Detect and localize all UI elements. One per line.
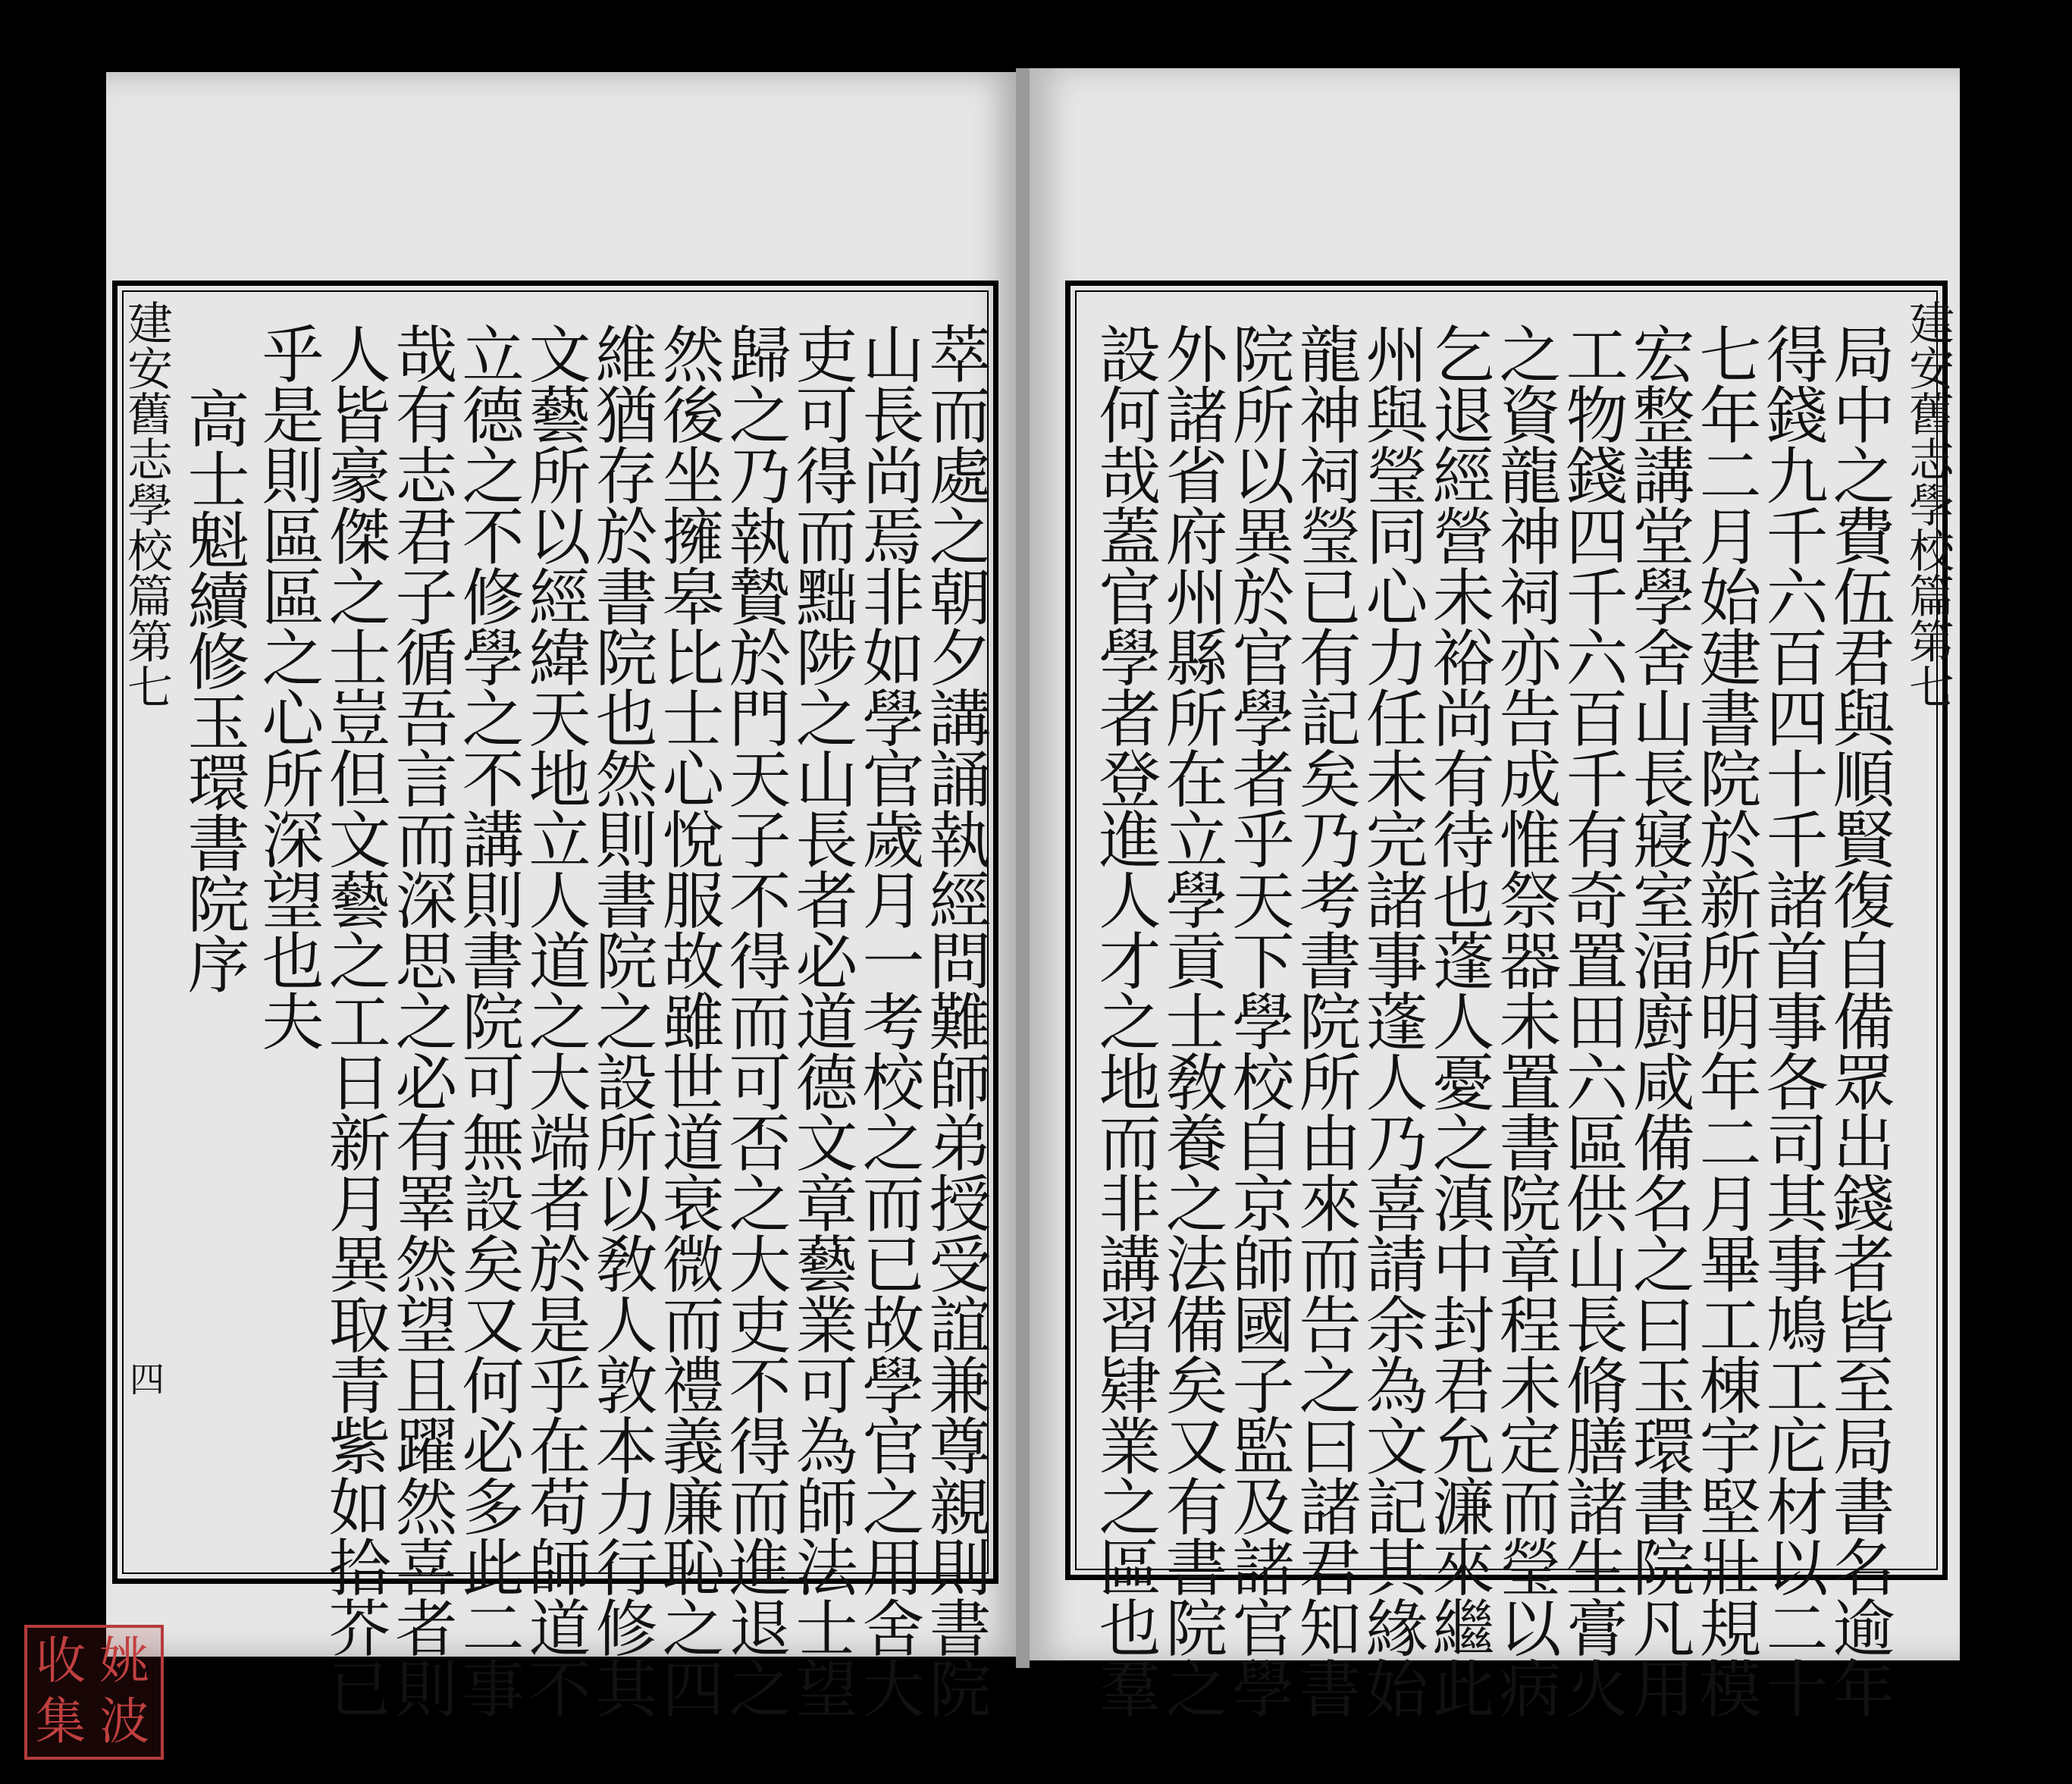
- right-column-2: 得錢九千六百四十千諸首事各司其事鳩工庀材以二十: [1756, 322, 1828, 1717]
- left-column-1: 萃而處之朝夕講誦執經問難師弟授受誼兼尊親則書院: [919, 322, 991, 1717]
- collector-seal: [24, 1625, 164, 1760]
- seal-char-4: 集: [36, 1692, 86, 1751]
- right-column-11: 外諸省府州縣所在立學貢士敎養之法備矣又有書院之: [1155, 322, 1227, 1717]
- left-column-2: 山長尚焉非如學官歲月一考校之而已故學官之用舍大: [852, 322, 924, 1717]
- left-column-3: 吏可得而黜陟之山長者必道德文章藝業可為師法士望: [785, 322, 857, 1717]
- right-column-8: 州與瑩同心力任未完諸事蓬人乃喜請余為文記其緣始: [1356, 322, 1428, 1717]
- left-column-7: 文藝所以經緯天地立人道之大端者於是乎在苟師道不: [519, 322, 591, 1717]
- book-spine: [1016, 68, 1030, 1668]
- left-column-10: 人皆豪傑之士豈但文藝之工日新月異取青紫如拾芥已: [318, 322, 390, 1717]
- seal-char-1: 姚: [99, 1632, 149, 1690]
- left-column-9: 哉有志君子循吾言而深思之必有睪然望且躍然喜者則: [385, 322, 457, 1717]
- left-column-4: 歸之乃執贄於門天子不得而可否之大吏不得而進退之: [719, 322, 791, 1717]
- left-column-5: 然後坐擁皋比士心悅服故雖世道衰微而禮義廉恥之四: [652, 322, 724, 1717]
- right-margin-title: 建安舊志學校篇第七: [1901, 299, 1954, 709]
- right-column-9: 龍神祠瑩已有記矣乃考書院所由來而告之曰諸君知書: [1289, 322, 1361, 1717]
- left-column-12: 高士魁續修玉環書院序: [177, 387, 249, 993]
- right-column-6: 之資龍神祠亦告成惟祭器未置書院章程未定而瑩以病: [1489, 322, 1561, 1717]
- right-column-10: 院所以異於官學者乎天下學校自京師國子監及諸官學: [1222, 322, 1294, 1717]
- left-column-8: 立德之不修學之不講則書院可無設矣又何必多此二事: [452, 322, 524, 1717]
- left-column-6: 維猶存於書院也然則書院之設所以敎人敦本力行修其: [585, 322, 657, 1717]
- right-column-12: 設何哉蓋官學者登進人才之地而非講習肄業之區也羣: [1089, 322, 1161, 1717]
- seal-char-2: 波: [99, 1692, 149, 1751]
- right-column-5: 工物錢四千六百千有奇置田六區供山長脩膳諸生膏火: [1556, 322, 1628, 1717]
- right-column-3: 七年二月始建書院於新所明年二月畢工棟宇堅壯規模: [1689, 322, 1761, 1717]
- left-column-11: 乎是則區區之心所深望也夫: [252, 322, 324, 1050]
- right-column-7: 乞退經營未裕尚有待也蓬人憂之滇中封君允濂來繼此: [1422, 322, 1494, 1717]
- seal-char-3: 收: [36, 1632, 86, 1690]
- right-column-4: 宏整講堂學舍山長寢室湢廚咸備名之曰玉環書院凡用: [1622, 322, 1694, 1717]
- left-margin-title: 建安舊志學校篇第七: [120, 299, 173, 709]
- left-page-number: 四: [124, 1361, 165, 1396]
- right-column-1: 局中之費伍君與順賢復自備眾出錢者皆至局書名逾年: [1823, 322, 1895, 1717]
